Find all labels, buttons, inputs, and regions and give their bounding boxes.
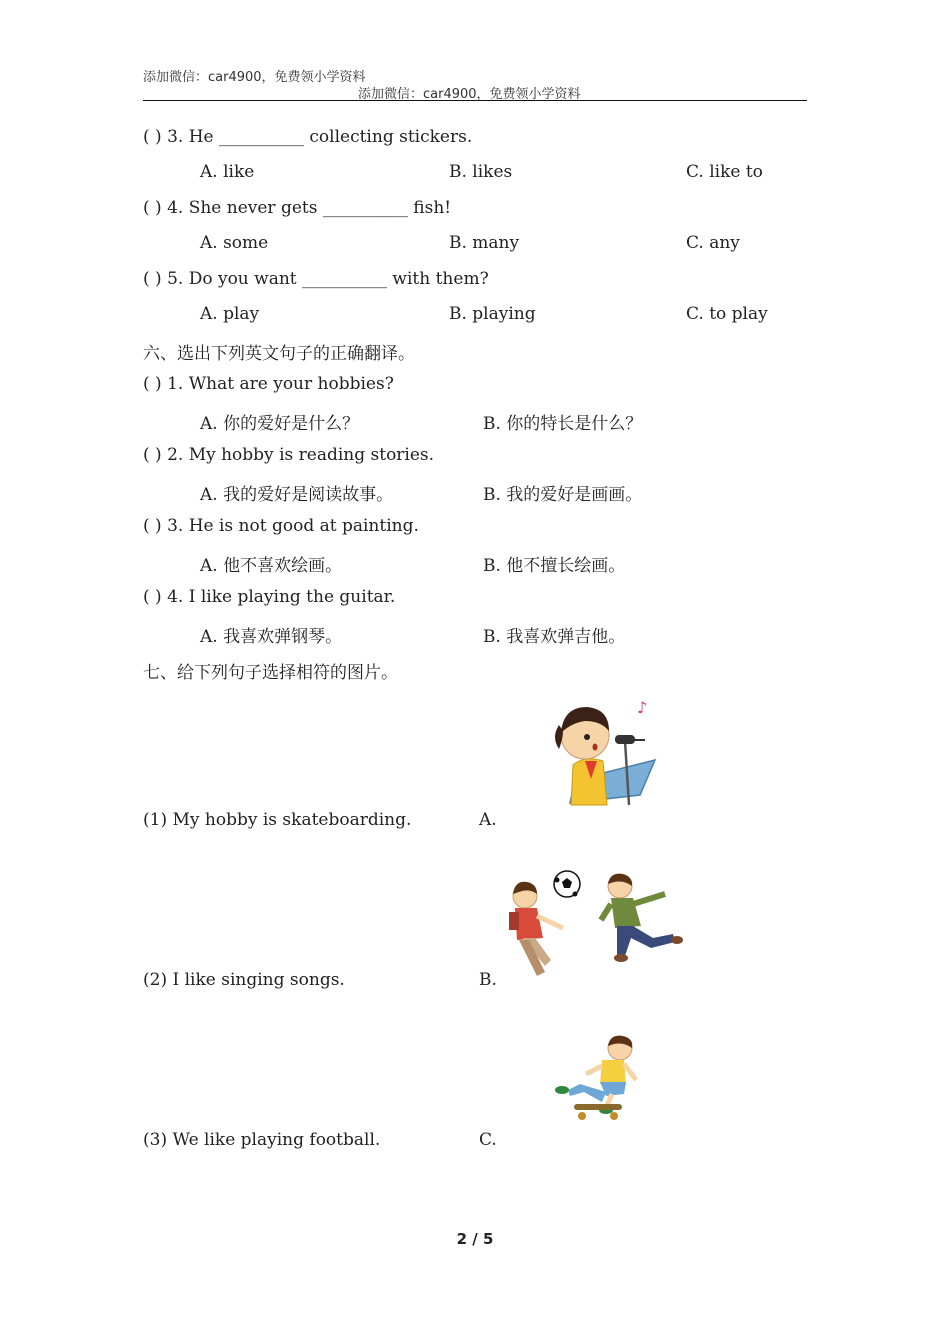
- section-title: 六、选出下列英文句子的正确翻译。: [143, 344, 415, 364]
- option-c: C. like to: [686, 162, 763, 182]
- option-c: C. to play: [686, 304, 768, 324]
- question-stem: ( ) 3. He is not good at painting.: [143, 516, 419, 536]
- question-stem: ( ) 3. He __________ collecting stickers.: [143, 127, 473, 147]
- option-b: B. likes: [449, 162, 513, 182]
- option-a: A. 我喜欢弹钢琴。: [200, 627, 343, 647]
- picture-label: B.: [479, 970, 497, 990]
- sentence: (2) I like singing songs.: [143, 970, 345, 990]
- option-a: A. like: [200, 162, 255, 182]
- option-a: A. 你的爱好是什么？: [200, 414, 360, 434]
- sentence: (3) We like playing football.: [143, 1130, 381, 1150]
- boys-playing-football-icon: [505, 868, 685, 983]
- option-b: B. playing: [449, 304, 536, 324]
- watermark-second: 添加微信：car4900，免费领小学资料: [358, 87, 581, 102]
- option-b: B. 他不擅长绘画。: [483, 556, 626, 576]
- option-b: B. 我的爱好是画画。: [483, 485, 643, 505]
- question-stem: ( ) 5. Do you want __________ with them?: [143, 269, 489, 289]
- option-b: B. many: [449, 233, 520, 253]
- header-rule: [143, 100, 807, 101]
- option-a: A. 他不喜欢绘画。: [200, 556, 343, 576]
- question-stem: ( ) 4. She never gets __________ fish!: [143, 198, 452, 218]
- sentence: (1) My hobby is skateboarding.: [143, 810, 412, 830]
- svg-text:♪: ♪: [637, 698, 648, 717]
- question-stem: ( ) 4. I like playing the guitar.: [143, 587, 396, 607]
- watermark-top: 添加微信：car4900，免费领小学资料: [143, 70, 366, 85]
- section-title: 七、给下列句子选择相符的图片。: [143, 663, 398, 683]
- page-number: 2 / 5: [456, 1230, 494, 1248]
- option-c: C. any: [686, 233, 740, 253]
- picture-label: C.: [479, 1130, 497, 1150]
- girl-singing-icon: [545, 695, 665, 815]
- option-a: A. 我的爱好是阅读故事。: [200, 485, 394, 505]
- option-a: A. play: [200, 304, 260, 324]
- option-a: A. some: [200, 233, 269, 253]
- boy-skateboarding-icon: [550, 1032, 640, 1124]
- option-b: B. 你的特长是什么？: [483, 414, 643, 434]
- option-b: B. 我喜欢弹吉他。: [483, 627, 626, 647]
- picture-label: A.: [479, 810, 497, 830]
- question-stem: ( ) 1. What are your hobbies?: [143, 374, 394, 394]
- question-stem: ( ) 2. My hobby is reading stories.: [143, 445, 435, 465]
